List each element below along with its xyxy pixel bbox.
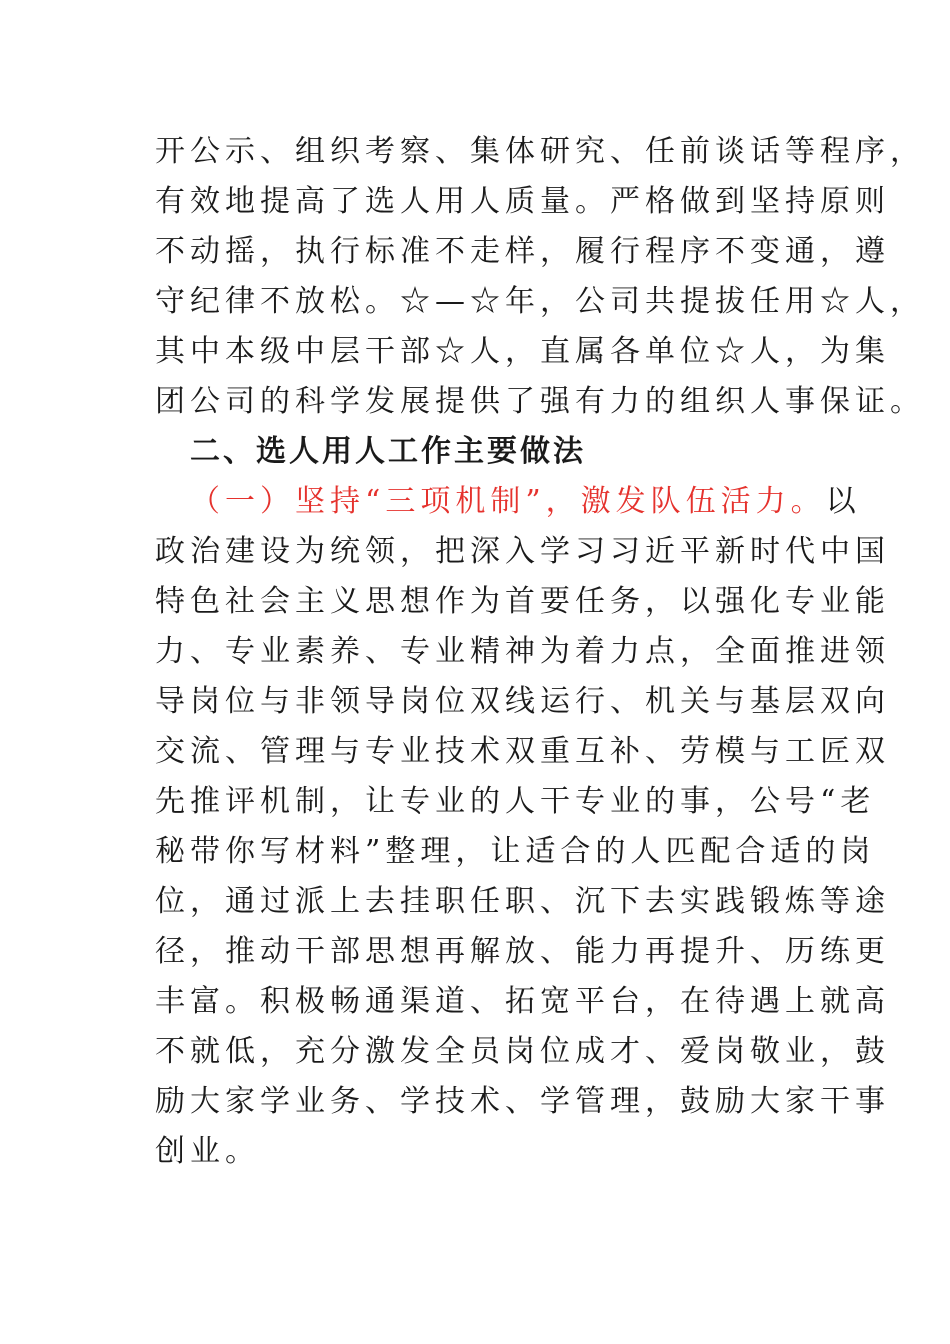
body-text-line: 励大家学业务、学技术、学管理，鼓励大家干事 bbox=[155, 1084, 890, 1119]
body-text-line: 径，推动干部思想再解放、能力再提升、历练更 bbox=[155, 934, 890, 969]
subsection-lead-text: 以 bbox=[825, 484, 861, 519]
subsection-heading: （一）坚持“三项机制”，激发队伍活力。 bbox=[190, 484, 826, 519]
body-text-line: 位，通过派上去挂职任职、沉下去实践锻炼等途 bbox=[155, 884, 890, 919]
body-text-line: 丰富。积极畅通渠道、拓宽平台，在待遇上就高 bbox=[155, 984, 890, 1019]
body-text-line: 先推评机制，让专业的人干专业的事，公号“老 bbox=[155, 784, 876, 819]
body-text-line: 导岗位与非领导岗位双线运行、机关与基层双向 bbox=[155, 684, 890, 719]
body-text-line: 守纪律不放松。☆—☆年，公司共提拔任用☆人， bbox=[155, 284, 925, 319]
body-text-line: 创业。 bbox=[155, 1134, 260, 1169]
body-text-line: 交流、管理与专业技术双重互补、劳模与工匠双 bbox=[155, 734, 890, 769]
body-text-line: 有效地提高了选人用人质量。严格做到坚持原则 bbox=[155, 184, 890, 219]
body-text-line: 不动摇，执行标准不走样，履行程序不变通，遵 bbox=[155, 234, 890, 269]
body-text-line: 不就低，充分激发全员岗位成才、爱岗敬业，鼓 bbox=[155, 1034, 890, 1069]
body-text-line: 其中本级中层干部☆人，直属各单位☆人，为集 bbox=[155, 334, 890, 369]
body-text-line: 团公司的科学发展提供了强有力的组织人事保证。 bbox=[155, 384, 925, 419]
subsection-line bbox=[190, 484, 861, 520]
body-text-line: 开公示、组织考察、集体研究、任前谈话等程序， bbox=[155, 134, 925, 169]
body-text-line: 特色社会主义思想作为首要任务，以强化专业能 bbox=[155, 584, 890, 619]
section-heading: 二、选人用人工作主要做法 bbox=[190, 434, 586, 469]
body-text-line: 力、专业素养、专业精神为着力点，全面推进领 bbox=[155, 634, 890, 669]
body-text-line: 秘带你写材料”整理，让适合的人匹配合适的岗 bbox=[155, 834, 876, 869]
body-text-line: 政治建设为统领，把深入学习习近平新时代中国 bbox=[155, 534, 890, 569]
